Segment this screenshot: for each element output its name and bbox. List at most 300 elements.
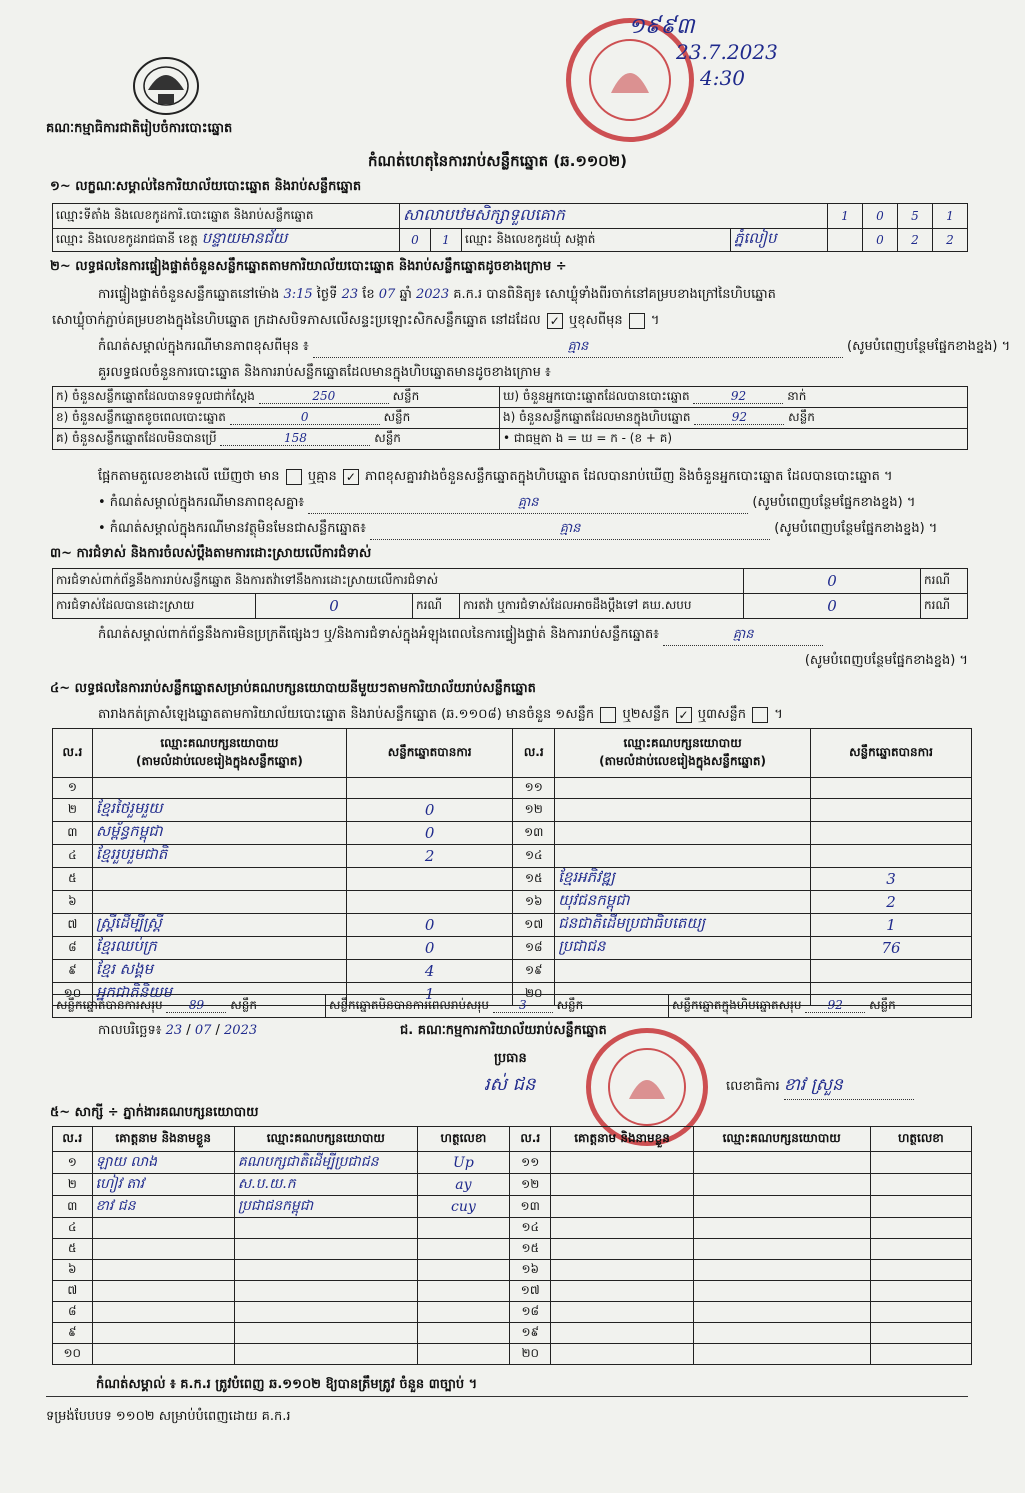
voters-value: 92 — [693, 389, 783, 404]
witness-no: ១ — [53, 1152, 93, 1174]
witness-right-no-header: ល.រ — [510, 1127, 551, 1152]
witness-row — [53, 1174, 972, 1196]
section4-heading: ៤~ លទ្ធផលនៃការរាប់សន្លឹកឆ្នោតសម្រាប់គណបក្សនយោបាយនីមួយៗតាមការិយាល័យរាប់សន្លឹកឆ្នោត — [50, 681, 536, 696]
witness-right-no: ១៨ — [510, 1302, 551, 1323]
difference-yes-checkbox[interactable] — [286, 469, 302, 485]
unused-value: 158 — [220, 431, 370, 446]
total-valid-label: សន្លឹកឆ្នោតបានការសរុប — [56, 998, 163, 1012]
vote-row — [53, 891, 972, 914]
province-label-text: ឈ្មោះ និងលេខកូដរាជធានី ខេត្ត — [56, 232, 198, 246]
signing-date-line: កាលបរិច្ឆេទ៖ 23 / 07 / 2023 — [98, 1023, 258, 1038]
witness-table — [52, 1126, 972, 1365]
location-label: ឈ្មោះទីតាំង និងលេខកូដការិ.បោះឆ្នោត និងរាប់សន្លឹកឆ្នោត — [53, 204, 400, 229]
province-label — [53, 229, 400, 252]
difference-note-label: • កំណត់សម្គាល់ក្នុងករណីមានភាពខុសគ្នា៖ — [98, 495, 305, 510]
difference-note-value: គ្មាន — [308, 494, 748, 514]
witness-no: ៥ — [53, 1239, 93, 1260]
formula-cell: • ជាធម្មតា ង = ឃ = ក - (ខ + គ) — [500, 429, 968, 450]
three-sheet-label: ឬ៣សន្លឹក — [697, 707, 746, 722]
witness-right-signature — [870, 1196, 971, 1218]
right-row-no: ១២ — [513, 799, 555, 822]
month-label: ខែ — [362, 287, 375, 302]
witness-right-party — [693, 1174, 870, 1196]
right-row-no: ១៥ — [513, 868, 555, 891]
commune-value: ភ្នំលៀប — [730, 229, 827, 252]
left-row-party: ខ្មែរថៃរួមរួយ — [92, 799, 346, 822]
witness-right-party — [693, 1196, 870, 1218]
witness-no: ១០ — [53, 1344, 93, 1365]
witness-right-name — [551, 1218, 693, 1239]
left-row-party: សម្ព័ន្ធកម្ពុជា — [92, 822, 346, 845]
signing-month: 07 — [194, 1023, 212, 1038]
page-title: កំណត់ហេតុនៃការរាប់សន្លឹកឆ្នោត (ឆ.១១០២) — [368, 152, 628, 170]
witness-right-no: ១៧ — [510, 1281, 551, 1302]
chair-label: ប្រធាន — [494, 1051, 527, 1066]
witness-name: ហៀវ តាវ — [92, 1174, 234, 1196]
total-box-unit: សន្លឹក — [869, 998, 896, 1012]
footer-text: ទម្រង់បែបបទ ១១០២ សម្រាប់បំពេញដោយ គ.ក.រ — [46, 1409, 291, 1424]
right-row-party: យុវជនកម្ពុជា — [555, 891, 811, 914]
left-row-votes: 0 — [346, 914, 512, 937]
total-invalid-label: សន្លឹកឆ្នោតមិនបានការពេលរាប់សរុប — [328, 998, 489, 1012]
witness-signature — [417, 1218, 509, 1239]
witness-name — [92, 1281, 234, 1302]
witness-party — [234, 1323, 417, 1344]
verification-year: 2023 — [416, 287, 450, 302]
witness-no: ២ — [53, 1174, 93, 1196]
vote-row — [53, 960, 972, 983]
witness-right-signature — [870, 1152, 971, 1174]
witness-no: ៤ — [53, 1218, 93, 1239]
total-valid-unit: សន្លឹក — [230, 998, 257, 1012]
witness-right-no: ១២ — [510, 1174, 551, 1196]
left-row-no: ៦ — [53, 891, 93, 914]
witness-right-party — [693, 1239, 870, 1260]
commune-code-1: 0 — [863, 229, 898, 252]
commune-code-2: 2 — [898, 229, 933, 252]
vote-row — [53, 845, 972, 868]
vote-row — [53, 778, 972, 799]
verification-line — [98, 286, 968, 305]
day-label: ថ្ងៃទី — [316, 287, 338, 302]
received-unit: សន្លឹក — [392, 389, 420, 403]
left-row-no: ៨ — [53, 937, 93, 960]
left-row-votes — [346, 868, 512, 891]
left-row-votes: 4 — [346, 960, 512, 983]
left-row-no: ៩ — [53, 960, 93, 983]
witness-right-signature — [870, 1218, 971, 1239]
witness-right-no: ១៥ — [510, 1239, 551, 1260]
witness-right-name — [551, 1260, 693, 1281]
witness-party: ប្រជាជនកម្ពុជា — [234, 1196, 417, 1218]
witness-no: ៩ — [53, 1323, 93, 1344]
result-intro: គួរលទ្ធផលចំនួនការបោះឆ្នោត និងការរាប់សន្លឹកឆ្នោតដែលមានក្នុងហិបឆ្នោតមានដូចខាងក្រោម ៖ — [98, 365, 551, 380]
left-row-no: ១០ — [53, 983, 93, 1006]
appeal-unit: ករណី — [921, 594, 968, 619]
section3-heading: ៣~ ការជំទាស់ និងការចំលស់ប្តឹងតាមការដោះស្រាយលើការជំទាស់ — [50, 546, 372, 561]
right-row-votes: 1 — [811, 914, 972, 937]
total-box-label: សន្លឹកឆ្នោតក្នុងហិបឆ្នោតសរុប — [671, 998, 802, 1012]
witness-left-no-header: ល.រ — [53, 1127, 93, 1152]
witness-right-name — [551, 1152, 693, 1174]
witness-right-party — [693, 1260, 870, 1281]
verification-month: 07 — [378, 287, 396, 302]
witness-right-no: ១១ — [510, 1152, 551, 1174]
objection-table — [52, 568, 968, 619]
verification-text: គ.ក.រ បានពិនិត្យ៖ សោឃ្លុំទាំងពីរចាក់នៅគម្របខាងក្រៅនៃហិបឆ្នោត — [453, 287, 776, 302]
signing-day: 23 — [165, 1023, 183, 1038]
witness-right-name — [551, 1323, 693, 1344]
left-row-no: ៤ — [53, 845, 93, 868]
right-row-party — [555, 799, 811, 822]
witness-right-no: ១៩ — [510, 1323, 551, 1344]
province-code-2: 1 — [431, 229, 462, 252]
right-row-votes — [811, 822, 972, 845]
witness-left-party-header: ឈ្មោះគណបក្សនយោបាយ — [234, 1127, 417, 1152]
comparison-rest: ភាពខុសគ្នារវាងចំនួនសន្លឹកឆ្នោតក្នុងហិបឆ្នោត ដែលបានរាប់ឃើញ និងចំនួនអ្នកបោះឆ្នោត ដែលបានបោះឆ្នោត ។ — [365, 469, 893, 484]
left-party-header-sub: (តាមលំដាប់លេខរៀងក្នុងសន្លឹកឆ្នោត) — [135, 754, 303, 768]
right-row-votes: 3 — [811, 868, 972, 891]
location-code-1: 1 — [828, 204, 863, 229]
witness-party — [234, 1218, 417, 1239]
left-row-party — [92, 868, 346, 891]
left-row-no: ៥ — [53, 868, 93, 891]
witness-party: គណបក្សជាតិដើម្បីប្រជាជន — [234, 1152, 417, 1174]
seal-emblem-bottom-icon — [591, 1033, 703, 1141]
right-row-votes: 76 — [811, 937, 972, 960]
witness-right-no: ២០ — [510, 1344, 551, 1365]
ballot-count-table — [52, 386, 968, 450]
right-row-no: ១៤ — [513, 845, 555, 868]
verification-time: 3:15 — [283, 287, 313, 302]
witness-name — [92, 1239, 234, 1260]
witness-signature — [417, 1302, 509, 1323]
voters-unit: នាក់ — [787, 389, 807, 403]
changed-checkbox[interactable] — [629, 313, 645, 329]
right-row-votes — [811, 799, 972, 822]
witness-signature: ay — [417, 1174, 509, 1196]
left-party-header-title: ឈ្មោះគណបក្សនយោបាយ — [160, 736, 279, 750]
commune-code-3: 2 — [933, 229, 968, 252]
witness-right-name — [551, 1174, 693, 1196]
witness-no: ៣ — [53, 1196, 93, 1218]
witness-right-name — [551, 1196, 693, 1218]
right-row-votes — [811, 778, 972, 799]
witness-row — [53, 1302, 972, 1323]
witness-note: កំណត់សម្គាល់ ៖ គ.ក.រ ត្រូវបំពេញ ឆ.១១០២ ឱ្យបានត្រឹមត្រូវ ចំនួន ៣ច្បាប់ ។ — [96, 1377, 478, 1392]
witness-name — [92, 1218, 234, 1239]
left-party-header — [92, 729, 346, 778]
right-row-party — [555, 822, 811, 845]
voters-cell — [500, 387, 968, 408]
witness-right-no: ១៦ — [510, 1260, 551, 1281]
witness-row — [53, 1196, 972, 1218]
unused-unit: សន្លឹក — [374, 431, 401, 445]
left-row-no: ៧ — [53, 914, 93, 937]
foreign-object-note-line — [98, 520, 968, 540]
box-ballots-unit: សន្លឹក — [788, 410, 815, 424]
foreign-object-note-value: គ្មាន — [370, 520, 770, 540]
witness-signature — [417, 1344, 509, 1365]
right-row-party: ខ្មែរអភិវឌ្ឍ — [555, 868, 811, 891]
witness-right-no: ១៣ — [510, 1196, 551, 1218]
unchanged-checkbox[interactable]: ✓ — [547, 313, 563, 329]
total-invalid-unit: សន្លឹក — [556, 998, 584, 1012]
irregularity-note-value: គ្មាន — [663, 626, 823, 646]
right-row-no: ១៩ — [513, 960, 555, 983]
right-row-no: ១៨ — [513, 937, 555, 960]
resolved-unit: ករណី — [413, 594, 460, 619]
received-ballots-cell — [53, 387, 500, 408]
left-row-party — [92, 778, 346, 799]
left-row-votes — [346, 891, 512, 914]
spoiled-ballots-cell — [53, 408, 500, 429]
left-row-votes: 0 — [346, 799, 512, 822]
location-code-4: 1 — [933, 204, 968, 229]
section1-table — [52, 203, 968, 252]
spoiled-label: ខ) ចំនួនសន្លឹកឆ្នោតខូចពេលបោះឆ្នោត — [56, 410, 226, 424]
witness-right-signature — [870, 1344, 971, 1365]
left-row-party: ខ្មែរឈប់ក្រ — [92, 937, 346, 960]
witness-party — [234, 1260, 417, 1281]
left-no-header: ល.រ — [53, 729, 93, 778]
right-row-party — [555, 960, 811, 983]
province-value: បន្ទាយមានជ័យ — [201, 229, 288, 247]
lock-status-text: សោឃ្លុំចាក់ភ្ជាប់គម្របខាងក្នុងនៃហិបឆ្នោត ក្រដាសបិទភាសលើសន្ទះប្រឡោះសិកសន្លឹកឆ្នោត នៅដដែល — [52, 313, 541, 328]
witness-row — [53, 1323, 972, 1344]
sheet-count-line: តារាងកត់ត្រាសំឡេងឆ្នោតតាមការិយាល័យបោះឆ្នោត និងរាប់សន្លឹកឆ្នោត (ឆ.១១០៨) មានចំនួន ១សន្លឹក ឬ២សន្លឹក ✓ ឬ៣សន្លឹក ។ — [98, 707, 783, 722]
handwritten-time: 4:30 — [700, 66, 745, 90]
objection-value: 0 — [744, 569, 921, 594]
witness-signature — [417, 1281, 509, 1302]
witness-right-signature — [870, 1260, 971, 1281]
location-code-2: 0 — [863, 204, 898, 229]
witness-right-party — [693, 1344, 870, 1365]
left-row-no: ១ — [53, 778, 93, 799]
witness-signature — [417, 1239, 509, 1260]
sheet-count-text: តារាងកត់ត្រាសំឡេងឆ្នោតតាមការិយាល័យបោះឆ្នោត និងរាប់សន្លឹកឆ្នោត (ឆ.១១០៨) មានចំនួន ១សន្លឹក — [98, 707, 595, 722]
spoiled-unit: សន្លឹក — [383, 410, 411, 424]
witness-party — [234, 1281, 417, 1302]
comparison-text: ផ្អែកតាមតួលេខខាងលើ ឃើញថា មាន — [98, 469, 280, 484]
left-row-no: ៣ — [53, 822, 93, 845]
vote-totals-table — [52, 994, 972, 1018]
location-code-3: 5 — [898, 204, 933, 229]
right-party-header — [555, 729, 811, 778]
witness-left-name-header: គោត្តនាម និងនាមខ្លួន — [92, 1127, 234, 1152]
witness-party: ស.ប.យ.ក — [234, 1174, 417, 1196]
change-note-suffix: (សូមបំពេញបន្ថែមផ្នែកខាងខ្នង) ។ — [847, 339, 1011, 354]
two-sheet-checkbox[interactable]: ✓ — [676, 707, 692, 723]
witness-name — [92, 1302, 234, 1323]
witness-right-name — [551, 1302, 693, 1323]
witness-right-party — [693, 1323, 870, 1344]
witness-left-sign-header: ហត្ថលេខា — [417, 1127, 509, 1152]
witness-right-party — [693, 1281, 870, 1302]
vote-row — [53, 868, 972, 891]
box-ballots-value: 92 — [694, 410, 784, 425]
left-row-party: ខ្មែររួបរួមជាតិ — [92, 845, 346, 868]
resolved-label: ការជំទាស់ដែលបានដោះស្រាយ — [53, 594, 256, 619]
section1-heading: ១~ លក្ខណៈសម្គាល់នៃការិយាល័យបោះឆ្នោត និងរាប់សន្លឹកឆ្នោត — [50, 179, 362, 194]
foreign-object-note-suffix: (សូមបំពេញបន្ថែមផ្នែកខាងខ្នង) ។ — [774, 521, 938, 536]
total-box-value: 92 — [805, 998, 865, 1013]
witness-right-name-header: គោត្តនាម និងនាមខ្លួន — [551, 1127, 693, 1152]
witness-no: ៦ — [53, 1260, 93, 1281]
committee-name: គណៈកម្មាធិការជាតិរៀបចំការបោះឆ្នោត — [46, 121, 233, 136]
one-sheet-checkbox[interactable] — [600, 707, 616, 723]
year-label: ឆ្នាំ — [399, 287, 412, 302]
two-sheet-label: ឬ២សន្លឹក — [622, 707, 670, 722]
witness-right-party — [693, 1152, 870, 1174]
witness-name — [92, 1260, 234, 1281]
secretary-line — [726, 1074, 914, 1100]
box-ballots-label: ង) ចំនួនសន្លឹកឆ្នោតដែលមានក្នុងហិបឆ្នោត — [503, 410, 691, 424]
change-note-line — [98, 338, 1011, 358]
left-row-votes: 0 — [346, 937, 512, 960]
three-sheet-checkbox[interactable] — [752, 707, 768, 723]
witness-row — [53, 1344, 972, 1365]
witness-right-no: ១៤ — [510, 1218, 551, 1239]
witness-right-name — [551, 1344, 693, 1365]
right-row-no: ១៦ — [513, 891, 555, 914]
right-row-no: ១៣ — [513, 822, 555, 845]
comparison-line — [98, 468, 968, 487]
witness-name — [92, 1323, 234, 1344]
witness-right-signature — [870, 1281, 971, 1302]
left-row-party: ស្ត្រីដើម្បីស្ត្រី — [92, 914, 346, 937]
foreign-object-note-label: • កំណត់សម្គាល់ក្នុងករណីមានវត្ថុមិនមែនជាសន្លឹកឆ្នោត៖ — [98, 521, 366, 536]
secretary-signature: ខាវ ស្រួន — [784, 1074, 914, 1100]
changed-label: ឬខុសពីមុន — [568, 313, 623, 328]
right-row-party: ជនជាតិដើមប្រជាធិបតេយ្យ — [555, 914, 811, 937]
objection-label: ការជំទាស់ពាក់ព័ន្ធនឹងការរាប់សន្លឹកឆ្នោត និងការតវ៉ាទៅនឹងការដោះស្រាយលើការជំទាស់ — [53, 569, 744, 594]
right-row-votes — [811, 960, 972, 983]
difference-note-line — [98, 494, 968, 514]
difference-note-suffix: (សូមបំពេញបន្ថែមផ្នែកខាងខ្នង) ។ — [752, 495, 916, 510]
spoiled-value: 0 — [230, 410, 380, 425]
left-row-party: ខ្មែរ សង្គម — [92, 960, 346, 983]
section2-heading: ២~ លទ្ធផលនៃការផ្ទៀងផ្ទាត់ចំនួនសន្លឹកឆ្នោតតាមការិយាល័យបោះឆ្នោត និងរាប់សន្លឹកឆ្នោតដូចខាងក្រោម ÷ — [50, 259, 567, 274]
witness-row — [53, 1281, 972, 1302]
location-value: សាលាបឋមសិក្សាទួលគោក — [400, 204, 828, 229]
witness-right-signature — [870, 1174, 971, 1196]
right-row-no: ២០ — [513, 983, 555, 1006]
right-row-votes — [811, 845, 972, 868]
verification-line-2: សោឃ្លុំចាក់ភ្ជាប់គម្របខាងក្នុងនៃហិបឆ្នោត ក្រដាសបិទភាសលើសន្ទះប្រឡោះសិកសន្លឹកឆ្នោត នៅដដែល ✓ ឬខុសពីមុន ។ — [52, 313, 660, 328]
witness-party — [234, 1302, 417, 1323]
box-ballots-cell — [500, 408, 968, 429]
commune-code-blank — [828, 229, 863, 252]
left-votes-header: សន្លឹកឆ្នោតបានការ — [346, 729, 512, 778]
witness-right-party — [693, 1218, 870, 1239]
vote-row — [53, 822, 972, 845]
verification-time-label: ការផ្ទៀងផ្ទាត់ចំនួនសន្លឹកឆ្នោតនៅម៉ោង — [98, 287, 280, 302]
right-row-party: ប្រជាជន — [555, 937, 811, 960]
commune-label: ឈ្មោះ និងលេខកូដឃុំ សង្កាត់ — [462, 229, 731, 252]
right-no-header: ល.រ — [513, 729, 555, 778]
witness-no: ៧ — [53, 1281, 93, 1302]
witness-right-sign-header: ហត្ថលេខា — [870, 1127, 971, 1152]
appeal-label: ការតវ៉ា ឬការជំទាស់ដែលអាចដឹងប្តឹងទៅ គឃ.សបប — [460, 594, 744, 619]
witness-right-signature — [870, 1323, 971, 1344]
handwritten-number: ១៩៩៣ — [628, 14, 695, 39]
unused-label: គ) ចំនួនសន្លឹកឆ្នោតដែលមិនបានប្រើ — [56, 431, 217, 445]
left-row-votes — [346, 778, 512, 799]
witness-right-signature — [870, 1302, 971, 1323]
left-row-party: អ្នកជាតិនិយម — [92, 983, 346, 1006]
left-row-no: ២ — [53, 799, 93, 822]
witness-name: ខាវ ជន — [92, 1196, 234, 1218]
handwritten-date: 23.7.2023 — [676, 40, 778, 64]
chair-signature: រស់ ជន — [484, 1074, 536, 1095]
total-box-cell — [668, 995, 971, 1018]
right-row-party — [555, 845, 811, 868]
right-row-votes: 2 — [811, 891, 972, 914]
right-votes-header: សន្លឹកឆ្នោតបានការ — [811, 729, 972, 778]
irregularity-fill-back: (សូមបំពេញបន្ថែមផ្នែកខាងខ្នង) ។ — [804, 653, 968, 668]
verification-day: 23 — [341, 287, 359, 302]
witness-party — [234, 1239, 417, 1260]
total-valid-value: 89 — [166, 998, 226, 1013]
left-row-votes: 2 — [346, 845, 512, 868]
received-label: ក) ចំនួនសន្លឹកឆ្នោតដែលបានទទួលជាក់ស្តែង — [56, 389, 255, 403]
vote-results-table — [52, 728, 972, 1006]
witness-right-party-header: ឈ្មោះគណបក្សនយោបាយ — [693, 1127, 870, 1152]
total-invalid-cell — [325, 995, 668, 1018]
witness-right-party — [693, 1302, 870, 1323]
emblem-icon — [128, 50, 204, 118]
witness-signature: cuy — [417, 1196, 509, 1218]
vote-row — [53, 937, 972, 960]
witness-row — [53, 1218, 972, 1239]
unused-ballots-cell — [53, 429, 500, 450]
difference-no-checkbox[interactable]: ✓ — [343, 469, 359, 485]
province-code-1: 0 — [400, 229, 431, 252]
right-row-party — [555, 778, 811, 799]
witness-name: ឡាយ លាង — [92, 1152, 234, 1174]
change-note-value: គ្មាន — [313, 338, 843, 358]
total-invalid-value: 3 — [493, 998, 553, 1013]
voters-label: ឃ) ចំនួនអ្នកបោះឆ្នោតដែលបានបោះឆ្នោត — [503, 389, 690, 403]
witness-right-signature — [870, 1239, 971, 1260]
witness-signature — [417, 1323, 509, 1344]
irregularity-note-label: កំណត់សម្គាល់ពាក់ព័ន្ធនឹងការមិនប្រក្រតីផ្សេងៗ ឬ/និងការជំទាស់ក្នុងអំឡុងពេលនៃការផ្ទៀងផ្ទាត់ និងការរាប់សន្លឹកឆ្នោត៖ — [98, 627, 660, 642]
witness-party — [234, 1344, 417, 1365]
total-valid-cell — [53, 995, 326, 1018]
objection-unit: ករណី — [921, 569, 968, 594]
witness-row — [53, 1152, 972, 1174]
secretary-label: លេខាធិការ — [726, 1079, 780, 1094]
witness-row — [53, 1239, 972, 1260]
signing-date-label: កាលបរិច្ឆេទ៖ — [98, 1023, 162, 1038]
committee-sign-title: ជ. គណៈកម្មការការិយាល័យរាប់សន្លឹកឆ្នោត — [400, 1023, 607, 1038]
footer-divider — [46, 1396, 968, 1397]
right-row-no: ១១ — [513, 778, 555, 799]
witness-signature — [417, 1260, 509, 1281]
witness-no: ៨ — [53, 1302, 93, 1323]
received-value: 250 — [259, 389, 389, 404]
vote-row — [53, 799, 972, 822]
witness-row — [53, 1260, 972, 1281]
left-row-party — [92, 891, 346, 914]
witness-right-name — [551, 1281, 693, 1302]
section5-heading: ៥~ សាក្សី ÷ ភ្នាក់ងារគណបក្សនយោបាយ — [50, 1105, 259, 1120]
left-row-votes: 1 — [346, 983, 512, 1006]
change-note-label: កំណត់សម្គាល់ក្នុងករណីមានភាពខុសពីមុន ៖ — [98, 339, 309, 354]
right-party-header-title: ឈ្មោះគណបក្សនយោបាយ — [623, 736, 742, 750]
resolved-value: 0 — [256, 594, 413, 619]
